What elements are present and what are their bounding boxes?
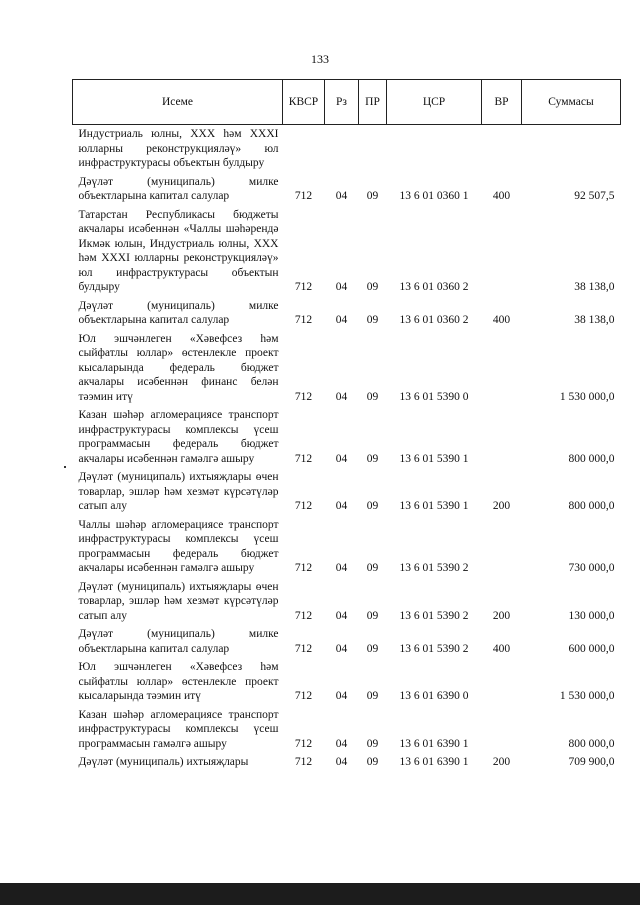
row-sum: 709 900,0 [568,756,615,768]
row-name: Дәүләт (муниципаль) милке объектларына капитал салулар [78,299,279,326]
row-vr [482,516,522,578]
row-csr: 13 6 01 5390 1 [399,500,469,512]
row-sum: 38 138,0 [574,281,615,293]
table-row [73,297,621,330]
row-kvsr: 712 [294,314,313,326]
row-kvsr: 712 [294,500,313,512]
table-row [73,330,621,407]
row-csr: 13 6 01 5390 2 [399,562,469,574]
row-vr: 200 [492,609,511,622]
row-pr: 09 [366,452,379,465]
scan-bottom-border [0,883,640,905]
row-csr: 13 6 01 5390 0 [399,390,469,403]
table-row [73,658,621,706]
row-vr [482,706,522,754]
row-vr [482,658,522,706]
header-rz: Рз [325,80,359,125]
row-pr: 09 [366,642,379,655]
page-number: 133 [311,52,329,66]
row-kvsr: 712 [294,690,313,702]
row-rz: 04 [335,390,348,403]
scan-speck [64,466,66,468]
row-sum: 730 000,0 [568,562,615,574]
table-row [73,406,621,468]
row-vr: 200 [492,756,511,768]
row-csr: 13 6 01 6390 0 [399,690,469,702]
row-sum: 38 138,0 [574,314,615,326]
row-sum: 1 530 000,0 [559,690,615,702]
row-kvsr [283,125,325,173]
budget-table [72,79,621,772]
row-name: Дәүләт (муниципаль) ихтыяҗлары өчен товарлар, эшләр һәм хезмәт күрсәтүләр сатып алу [78,471,279,512]
header-name: Исеме [73,80,283,125]
row-name: Дәүләт (муниципаль) милке объектларына капитал салулар [78,175,279,202]
table-body [73,125,621,772]
table-row [73,578,621,626]
row-csr: 13 6 01 0360 1 [399,190,469,202]
table-row [73,173,621,206]
row-csr: 13 6 01 6390 1 [399,737,469,750]
table-row [73,206,621,297]
header-sum: Суммасы [522,80,621,125]
row-vr: 400 [492,190,511,202]
table-row [73,753,621,772]
row-rz: 04 [335,281,348,293]
row-name: Казан шәһәр агломерациясе транспорт инфраструктурасы комплексы үсеш программасын гамәлгә ашыру [78,708,279,750]
row-pr: 09 [366,190,379,202]
row-name: Татарстан Республикасы бюджеты акчалары исәбеннән «Чаллы шәһәрендә Икмәк юлын, Индустриаль юлны, XXX һәм XXXI юлларны реконструкцияләү» юл инфраструктурасы объектын булдыру [78,208,279,293]
row-rz: 04 [335,452,348,465]
row-kvsr: 712 [294,609,313,622]
row-vr: 400 [492,314,511,326]
row-vr [482,406,522,468]
row-sum: 92 507,5 [574,190,615,202]
row-kvsr: 712 [294,452,313,465]
row-rz: 04 [335,314,348,326]
row-pr: 09 [366,500,379,512]
row-pr: 09 [366,314,379,326]
row-pr: 09 [366,756,379,768]
row-rz [325,125,359,173]
row-sum: 600 000,0 [568,642,615,655]
row-sum: 1 530 000,0 [559,390,615,403]
row-kvsr: 712 [294,737,313,750]
row-rz: 04 [335,500,348,512]
header-csr: ЦСР [387,80,482,125]
row-pr: 09 [366,562,379,574]
row-sum [522,125,621,173]
row-kvsr: 712 [294,562,313,574]
row-vr [482,206,522,297]
table-row [73,468,621,516]
row-rz: 04 [335,190,348,202]
row-rz: 04 [335,609,348,622]
row-name: Индустриаль юлны, XXX һәм XXXI юлларны реконструкцияләү» юл инфраструктурасы объектын булдыру [78,128,279,169]
row-csr: 13 6 01 5390 2 [399,642,469,655]
table-header [73,80,621,125]
row-kvsr: 712 [294,642,313,655]
row-name: Дәүләт (муниципаль) ихтыяҗлары өчен товарлар, эшләр һәм хезмәт күрсәтүләр сатып алу [78,580,279,622]
row-csr: 13 6 01 5390 1 [399,452,469,465]
row-pr: 09 [366,609,379,622]
row-csr: 13 6 01 0360 2 [399,314,469,326]
row-csr: 13 6 01 5390 2 [399,609,469,622]
row-kvsr: 712 [294,756,313,768]
row-name: Дәүләт (муниципаль) милке объектларына капитал салулар [78,628,279,655]
row-pr [359,125,387,173]
row-sum: 800 000,0 [568,737,615,750]
row-kvsr: 712 [294,190,313,202]
row-name: Казан шәһәр агломерациясе транспорт инфраструктурасы комплексы үсеш программасын федераль бюджет акчалары исәбеннән гамәлгә ашыру [78,409,279,465]
table-row [73,625,621,658]
row-csr [387,125,482,173]
row-kvsr: 712 [294,390,313,403]
row-rz: 04 [335,690,348,702]
row-vr [482,125,522,173]
row-rz: 04 [335,642,348,655]
row-pr: 09 [366,737,379,750]
table-row [73,516,621,578]
table-row [73,706,621,754]
header-pr: ПР [359,80,387,125]
row-rz: 04 [335,756,348,768]
row-vr [482,330,522,407]
row-kvsr: 712 [294,281,313,293]
row-vr: 200 [492,500,511,512]
row-sum: 800 000,0 [568,452,615,465]
row-name: Чаллы шәһәр агломерациясе транспорт инфраструктурасы комплексы үсеш программасын федераль бюджет акчалары исәбеннән гамәлгә ашыру [78,518,279,574]
row-sum: 800 000,0 [568,500,615,512]
row-rz: 04 [335,737,348,750]
row-name: Юл эшчәнлеген «Хәвефсез һәм сыйфатлы юллар» өстенлекле проект кысаларында тәэмин итү [78,661,279,702]
header-vr: ВР [482,80,522,125]
row-csr: 13 6 01 6390 1 [399,756,469,768]
row-name: Юл эшчәнлеген «Хәвефсез һәм сыйфатлы юллар» өстенлекле проект кысаларында федераль бюджет акчалары исәбеннән финанс белән тәэмин итү [78,332,279,403]
row-name: Дәүләт (муниципаль) ихтыяҗлары [78,756,249,768]
row-vr: 400 [492,642,511,655]
row-pr: 09 [366,281,379,293]
row-pr: 09 [366,390,379,403]
row-sum: 130 000,0 [568,609,615,622]
row-rz: 04 [335,562,348,574]
header-kvsr: КВСР [283,80,325,125]
row-csr: 13 6 01 0360 2 [399,281,469,293]
table-row [73,125,621,173]
row-pr: 09 [366,690,379,702]
